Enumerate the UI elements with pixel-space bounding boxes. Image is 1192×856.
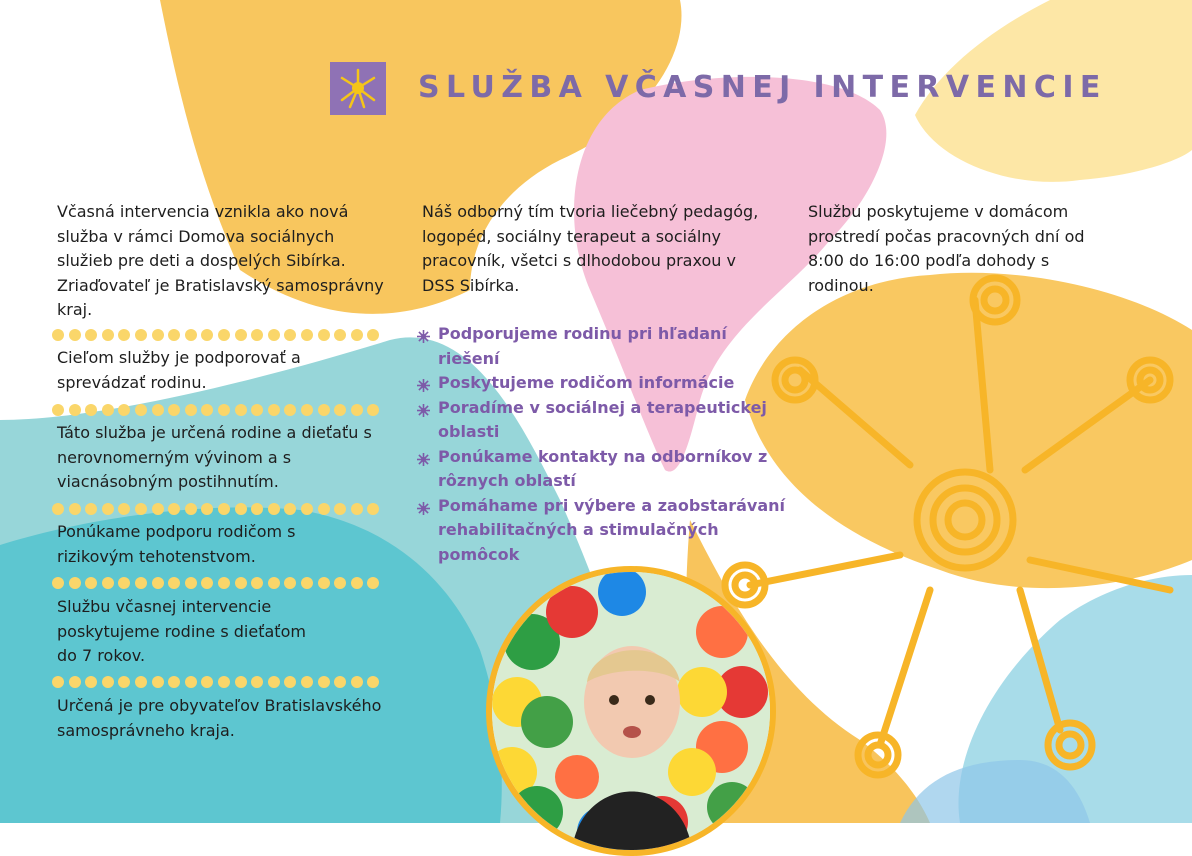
list-item: Ponúkame kontakty na odborníkov z rôznych oblastí [416, 445, 786, 494]
separator-dot [201, 676, 213, 688]
separator-dot [69, 577, 81, 589]
separator-dot [351, 577, 363, 589]
separator-dot [334, 676, 346, 688]
separator-dot [318, 577, 330, 589]
separator-dot [52, 503, 64, 515]
separator-dot [218, 404, 230, 416]
separator-dot [201, 577, 213, 589]
paragraph-region: Určená je pre obyvateľov Bratislavského samosprávneho kraja. [57, 696, 382, 740]
separator-dot [152, 404, 164, 416]
separator-dot [118, 503, 130, 515]
separator-dot [135, 329, 147, 341]
child-ball-pit-photo [486, 566, 776, 856]
separator-dot [69, 503, 81, 515]
separator-dot [152, 577, 164, 589]
separator-dot [185, 404, 197, 416]
separator-dot [268, 577, 280, 589]
asterisk-bullet-icon [416, 376, 431, 391]
separator-dot [168, 329, 180, 341]
separator-dot [135, 577, 147, 589]
separator-dot [268, 676, 280, 688]
page-title: SLUŽBA VČASNEJ INTERVENCIE [418, 70, 1107, 105]
separator-dot [168, 676, 180, 688]
separator-dot [69, 329, 81, 341]
separator-dot [52, 404, 64, 416]
dotted-separator [52, 676, 379, 688]
separator-dot [201, 503, 213, 515]
separator-dot [367, 329, 379, 341]
separator-dot [85, 577, 97, 589]
separator-dot [152, 329, 164, 341]
list-item: Pomáhame pri výbere a zaobstarávaní rehabilitačných a stimulačných pomôcok [416, 494, 786, 568]
separator-dot [334, 404, 346, 416]
separator-dot [185, 503, 197, 515]
separator-dot [235, 503, 247, 515]
separator-dot [135, 503, 147, 515]
separator-dot [235, 577, 247, 589]
right-column-text: Službu poskytujeme v domácom prostredí počas pracovných dní od 8:00 do 16:00 podľa dohody s rodinou. [808, 202, 1085, 295]
separator-dot [235, 676, 247, 688]
separator-dot [201, 329, 213, 341]
separator-dot [301, 676, 313, 688]
separator-dot [218, 503, 230, 515]
separator-dot [367, 676, 379, 688]
separator-dot [367, 404, 379, 416]
paragraph-goal: Cieľom služby je podporovať a sprevádzať rodinu. [57, 348, 301, 392]
list-item: Poskytujeme rodičom informácie [416, 371, 786, 396]
services-list [416, 322, 786, 567]
separator-dot [118, 676, 130, 688]
separator-dot [52, 329, 64, 341]
separator-dot [318, 503, 330, 515]
separator-dot [268, 404, 280, 416]
separator-dot [185, 577, 197, 589]
separator-dot [102, 503, 114, 515]
separator-dot [135, 676, 147, 688]
separator-dot [152, 676, 164, 688]
separator-dot [235, 404, 247, 416]
list-item: Poradíme v sociálnej a terapeutickej oblasti [416, 396, 786, 445]
separator-dot [284, 329, 296, 341]
separator-dot [102, 329, 114, 341]
dotted-separator [52, 329, 379, 341]
separator-dot [351, 676, 363, 688]
separator-dot [351, 404, 363, 416]
asterisk-bullet-icon [416, 450, 431, 465]
separator-dot [218, 577, 230, 589]
separator-dot [251, 404, 263, 416]
separator-dot [118, 577, 130, 589]
asterisk-bullet-icon [416, 327, 431, 342]
orange-blob-right [745, 273, 1192, 588]
separator-dot [235, 329, 247, 341]
paragraph-pregnancy: Ponúkame podporu rodičom s rizikovým tehotenstvom. [57, 522, 296, 566]
separator-dot [351, 503, 363, 515]
separator-dot [52, 676, 64, 688]
separator-dot [318, 676, 330, 688]
separator-dot [334, 503, 346, 515]
separator-dot [334, 577, 346, 589]
separator-dot [318, 404, 330, 416]
separator-dot [152, 503, 164, 515]
separator-dot [301, 577, 313, 589]
separator-dot [268, 503, 280, 515]
separator-dot [118, 329, 130, 341]
separator-dot [218, 329, 230, 341]
separator-dot [85, 503, 97, 515]
separator-dot [351, 329, 363, 341]
ball-pit-illustration [492, 572, 770, 850]
asterisk-bullet-icon [416, 401, 431, 416]
dotted-separator [52, 577, 379, 589]
separator-dot [102, 676, 114, 688]
separator-dot [284, 404, 296, 416]
paragraph-age: Službu včasnej intervencie poskytujeme rodine s dieťaťom do 7 rokov. [57, 597, 306, 665]
separator-dot [102, 404, 114, 416]
separator-dot [251, 503, 263, 515]
separator-dot [85, 404, 97, 416]
separator-dot [118, 404, 130, 416]
separator-dot [318, 329, 330, 341]
sibirka-logo [330, 62, 386, 115]
separator-dot [69, 676, 81, 688]
separator-dot [301, 404, 313, 416]
asterisk-bullet-icon [416, 499, 431, 514]
separator-dot [52, 577, 64, 589]
separator-dot [268, 329, 280, 341]
separator-dot [185, 676, 197, 688]
dotted-separator [52, 404, 379, 416]
separator-dot [334, 329, 346, 341]
separator-dot [201, 404, 213, 416]
separator-dot [85, 329, 97, 341]
separator-dot [367, 577, 379, 589]
separator-dot [185, 329, 197, 341]
star-logo-icon [330, 62, 386, 115]
separator-dot [168, 503, 180, 515]
separator-dot [218, 676, 230, 688]
separator-dot [284, 577, 296, 589]
separator-dot [168, 404, 180, 416]
separator-dot [284, 503, 296, 515]
paragraph-intro: Včasná intervencia vznikla ako nová služba v rámci Domova sociálnych služieb pre deti a dospelých Sibírka. Zriaďovateľ je Bratislavský samosprávny kraj. [57, 202, 384, 319]
dotted-separator [52, 503, 379, 515]
separator-dot [301, 503, 313, 515]
separator-dot [69, 404, 81, 416]
separator-dot [251, 329, 263, 341]
separator-dot [168, 577, 180, 589]
paragraph-target-group: Táto služba je určená rodine a dieťaťu s nerovnomerným vývinom a s viacnásobným postihnutím. [57, 423, 372, 491]
list-item: Podporujeme rodinu pri hľadaní riešení [416, 322, 786, 371]
separator-dot [367, 503, 379, 515]
separator-dot [102, 577, 114, 589]
separator-dot [301, 329, 313, 341]
separator-dot [251, 577, 263, 589]
middle-column-intro: Náš odborný tím tvoria liečebný pedagóg, logopéd, sociálny terapeut a sociálny pracovník, všetci s dlhodobou praxou v DSS Sibírka. [422, 202, 759, 295]
separator-dot [251, 676, 263, 688]
separator-dot [85, 676, 97, 688]
separator-dot [135, 404, 147, 416]
separator-dot [284, 676, 296, 688]
